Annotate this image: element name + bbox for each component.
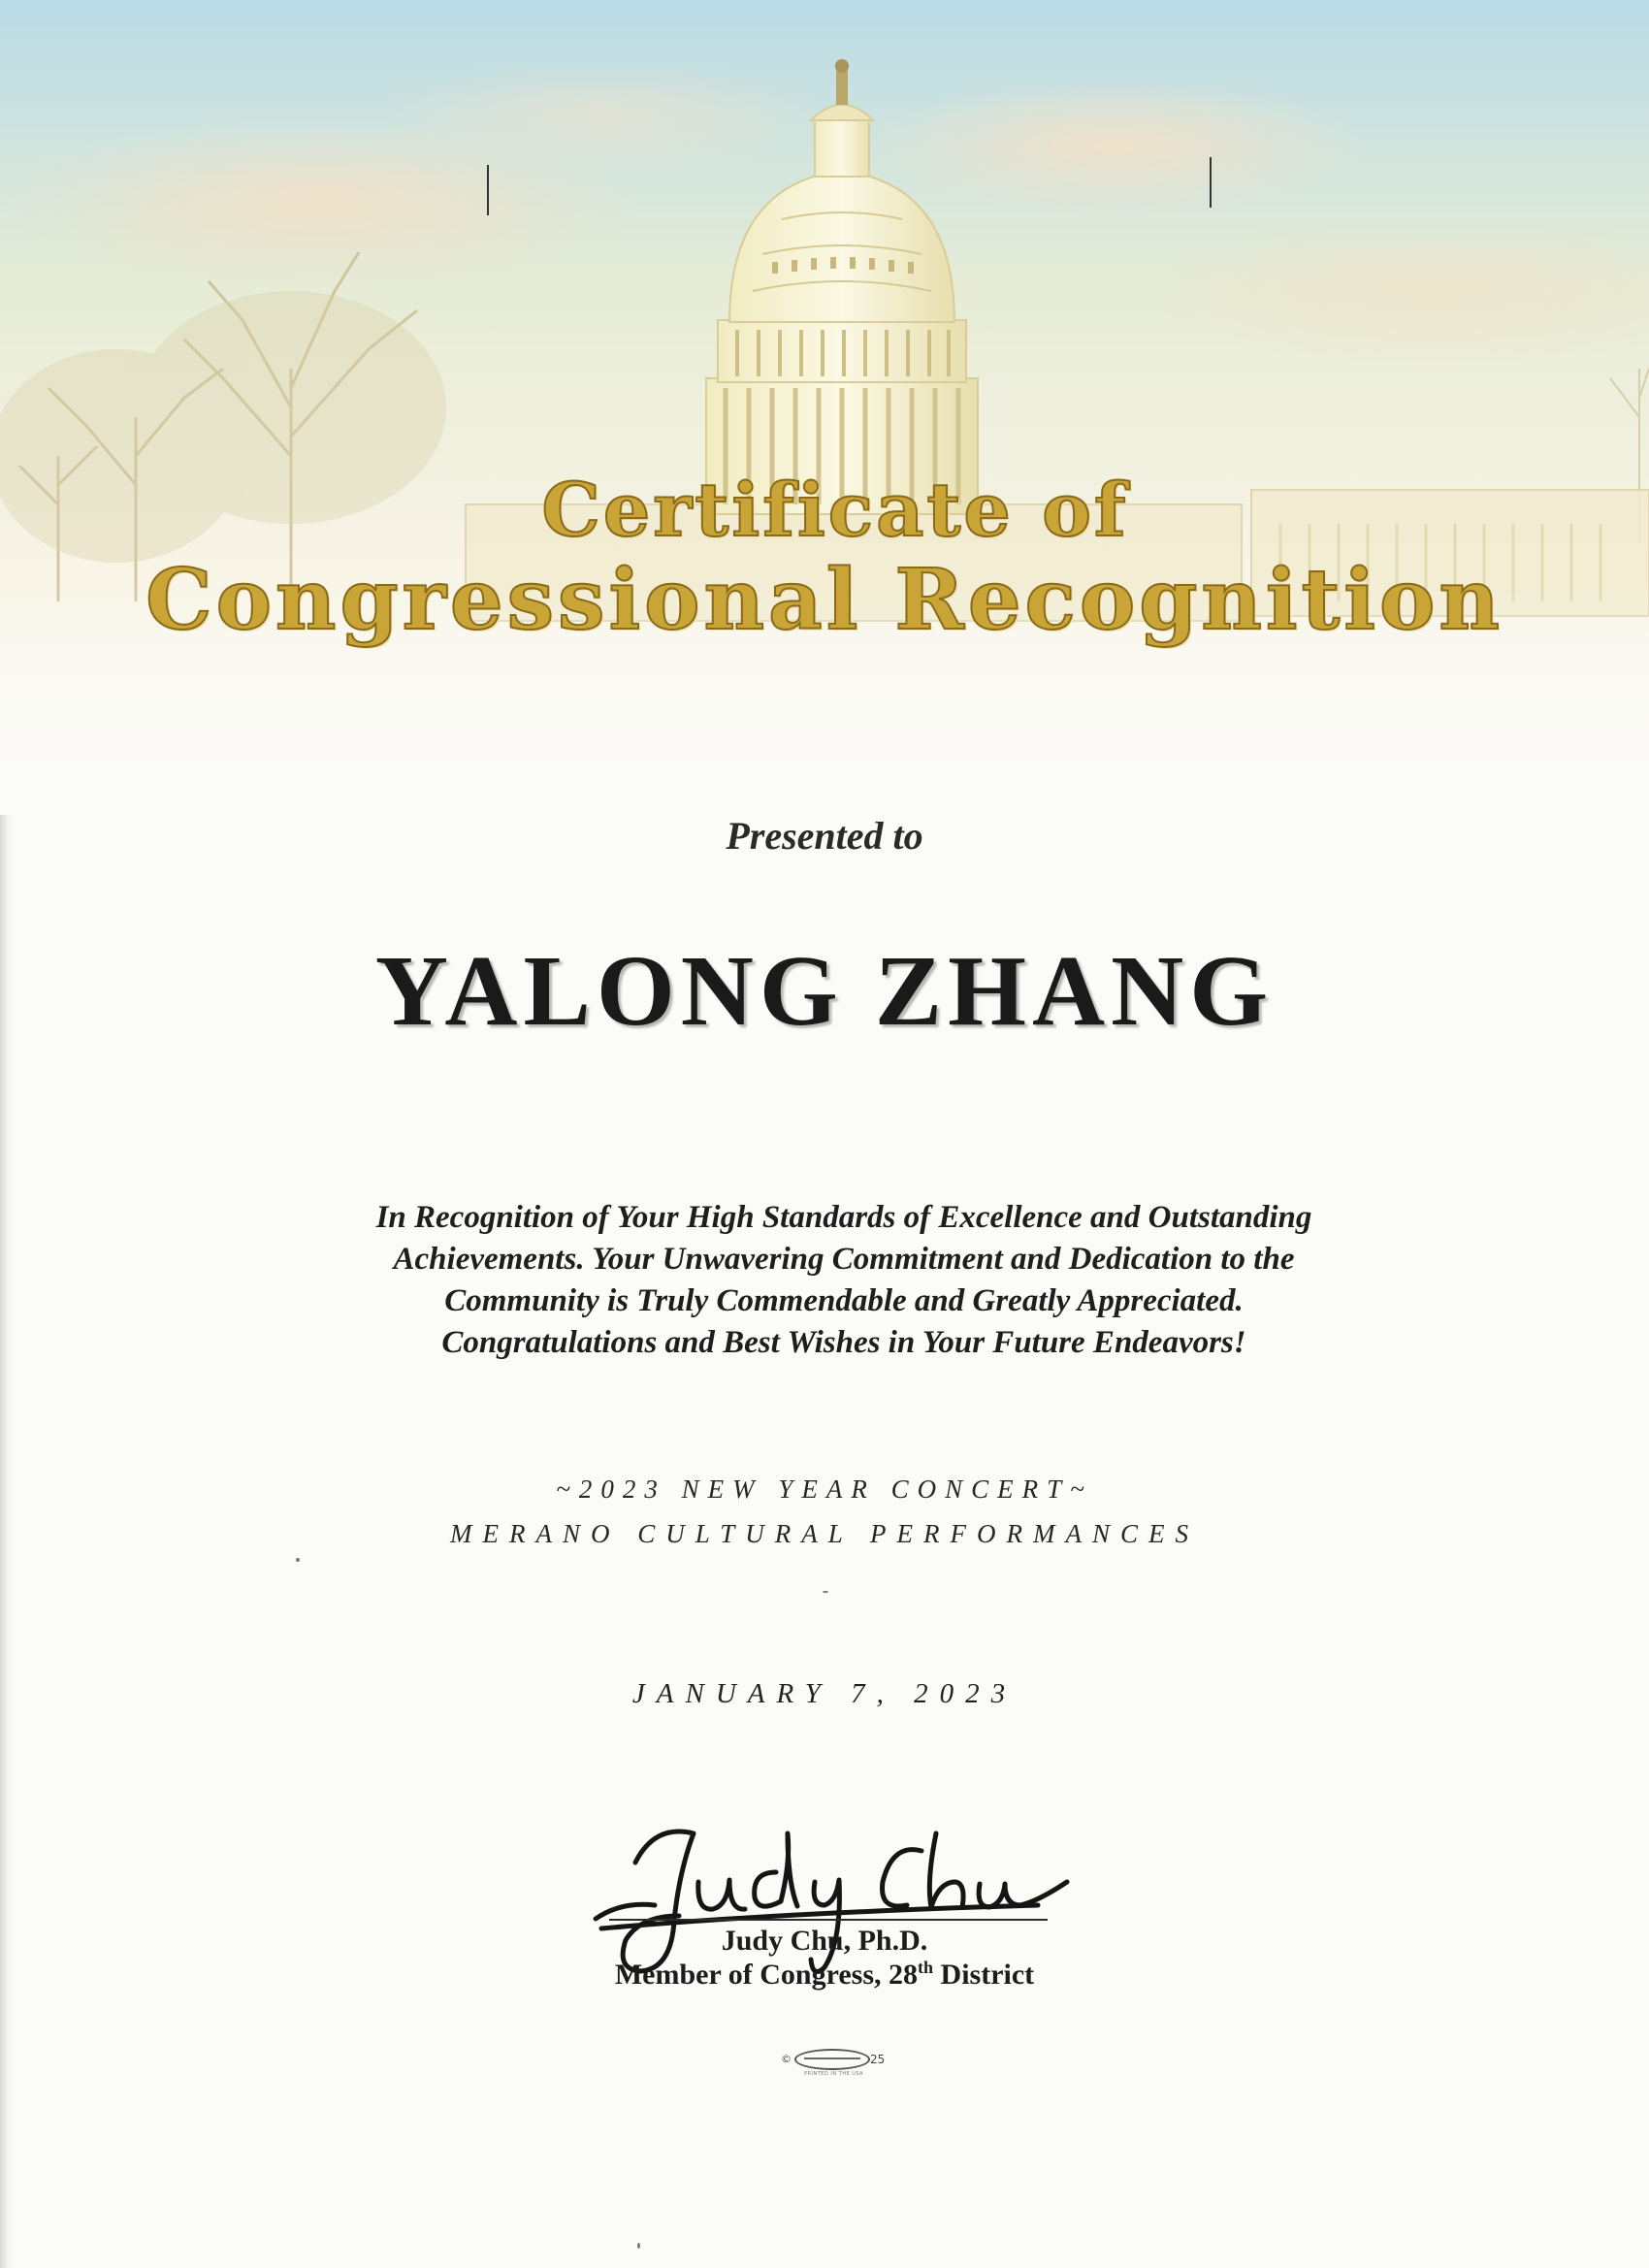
citation-line: Achievements. Your Unwavering Commitment and Dedication to the [393, 1242, 1295, 1277]
capitol-header-illustration [0, 0, 1649, 815]
signature-line [609, 1919, 1048, 1921]
scan-speck [637, 2243, 640, 2249]
title-line-2: Congressional Recognition [146, 551, 1504, 649]
citation-line: Congratulations and Best Wishes in Your Future Endeavors! [441, 1325, 1246, 1360]
printer-number: 25 [870, 2053, 886, 2066]
title-line-1: Certificate of [541, 467, 1129, 553]
event-block [0, 1467, 1649, 1556]
printer-note: PRINTED IN THE USA [804, 2071, 864, 2077]
signer-title-text: Member of Congress, 28 [614, 1959, 919, 1991]
event-organizer: MERANO CULTURAL PERFORMANCES [450, 1519, 1199, 1548]
event-name: ~2023 NEW YEAR CONCERT~ [556, 1474, 1093, 1504]
citation-line: Community is Truly Commendable and Greatly Appreciated. [444, 1283, 1244, 1318]
printer-copyright: © [781, 2053, 792, 2065]
scan-speck [296, 1558, 300, 1562]
scan-speck [823, 1591, 828, 1593]
union-label-oval [794, 2049, 870, 2070]
citation-line: In Recognition of Your High Standards of Excellence and Outstanding [375, 1200, 1312, 1235]
signer-title [0, 1958, 1649, 1992]
certificate-title [0, 467, 1649, 649]
signer-title-ordinal: th [918, 1958, 934, 1977]
union-label-icon [781, 2047, 888, 2086]
presented-to-label: Presented to [726, 814, 923, 858]
recipient-name: YALONG ZHANG [374, 935, 1275, 1047]
signer-title-suffix: District [933, 1959, 1035, 1991]
certificate-date: JANUARY 7, 2023 [631, 1678, 1018, 1709]
signer-name: Judy Chu, Ph.D. [721, 1925, 928, 1957]
citation-text [291, 1197, 1397, 1364]
